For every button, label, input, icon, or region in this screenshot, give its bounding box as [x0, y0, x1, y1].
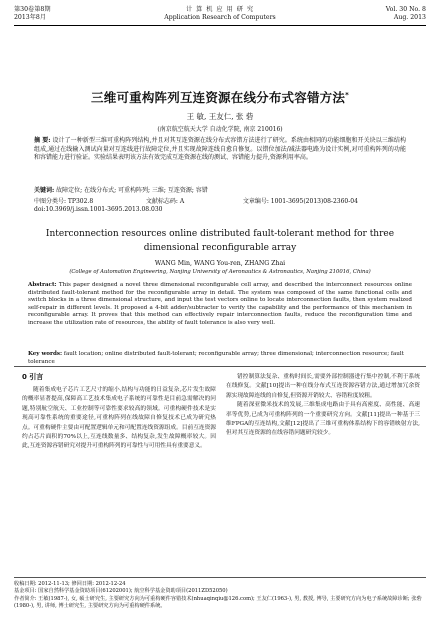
abstract-cn-label: 摘 要: [34, 137, 51, 144]
title-cn [0, 88, 440, 106]
body-column-right [226, 373, 420, 563]
header-center [14, 6, 426, 22]
abstract-en [28, 282, 412, 328]
header-right [386, 6, 426, 22]
abstract-en-label: Abstract: [28, 282, 57, 288]
doi: doi:10.3969/j.issn.1001-3695.2013.08.030 [34, 206, 163, 214]
title-cn-text: 三维可重构阵列互连资源在线分布式容错方法 [91, 90, 346, 105]
header-rule [14, 25, 426, 26]
article-meta [34, 198, 406, 215]
section-heading: 0 引言 [22, 373, 44, 381]
abstract-cn [34, 137, 406, 163]
affiliation-en: (College of Automation Engineering, Nanjing University of Aeronautics & Astronautics, Nanjing 210016, China) [69, 269, 371, 275]
date-en: Aug. 2013 [393, 14, 426, 21]
title-footnote-mark: * [345, 90, 349, 99]
abstract-en-text: This paper designed a novel three dimensional reconfigurable cell array, and described the interconnect resources online distributed fault-tolerant method for the reconfigurable array in detail. The system was composed of the same functional cells and switch blocks in a three dimensional structure, and input the test vectors online to locate interconnection faults, then system realized self-repair in different levels. It proposed a 4-bit adder/subtracter to verify the capability and the performance of this mechanism in reconfigurable array. It proves that this method can effectively repair interconnection faults, reduce the reconfiguration time and increase the utilization rate of resources, the ability of fault tolerance is also very well. [28, 282, 412, 326]
doc-code: 文献标志码: A [145, 198, 185, 205]
footnote-fund: 基金项目: 国家自然科学基金资助项目(61202001); 航空科学基金资助项目(2011ZD52050) [14, 588, 228, 595]
paragraph: 错控制算法复杂、重构时间长,需要外部控制器进行集中控制,不利于系统在线修复。文献[10]提出一种在线分布式互连资源容错方法,通过增加冗余资源实现故障连线的自修复,但资源开销较大、容错粒度较粗。 [226, 374, 420, 399]
paragraph: 随着深亚微米技术的发展,三维集成电路由于具有高密度、高性能、高速率等优势,已成为可重构阵列的一个重要研究方向。文献[11]提出一种基于三维FPGA的互连结构,文献[12]提出了三维可重构体系结构下的容错映射方法,但对其互连资源的在线容错问题研究较少。 [226, 402, 420, 437]
paragraph: 随着集成电子芯片工艺尺寸的缩小,结构与功能的日益复杂,芯片发生故障的概率显著提高,保障高工艺技术集成电子系统的可靠性是目前急需解决的问题,特别航空航天、工业控制等可靠性要求较高的领域。可重构硬件技术是实现高可靠性系统的重要途径,可重构阵列在线故障自修复技术已成为研究热点。可重构硬件主要由可配置逻辑单元和可配置连线资源组成。目前互连资源约占芯片面积的70%以上,互连线数量多、结构复杂,发生故障概率较大。因此,互连资源容错研究对提升可重构阵列的可靠性与可用性具有重要意义。 [22, 387, 216, 450]
authors-en: WANG Min, WANG You-ren, ZHANG Zhai [154, 260, 286, 267]
keywords-cn-text: 故障定位; 在线分布式; 可重构阵列; 三维; 互连资源; 容错 [56, 187, 208, 194]
clc-number: 中图分类号: TP302.8 [34, 198, 94, 205]
volume-en: Vol. 30 No. 8 [385, 6, 426, 13]
abstract-cn-text: 设计了一种新型三维可重构阵列结构,并且对其互连资源在线分布式容错方法进行了研究。系统由相同的功能细胞和开关块以三维结构组成,通过在线输入测试向量对互连线进行故障定位,并且实现故障连线自愈自修复。以错位加法/减法器电路为设计实例,对可重构阵列的功能和容错能力进行验证。实验结果表明该方法有效完成互连资源在线的测试、容错能力提升,资源利用率高。 [34, 137, 406, 162]
section-divider [14, 366, 426, 367]
keywords-en-label: Key words: [28, 351, 63, 357]
affiliation-cn: (南京航空航天大学 自动化学院, 南京 210016) [157, 126, 283, 133]
footnote-received: 收稿日期: 2012-11-13; 修回日期: 2012-12-24 [14, 581, 126, 587]
footnote-bio: 作者简介: 王敏(1987-), 女, 硕士研究生, 主要研究方向为可重构硬件容错技术(nhuaqinqiu@126.com); 王友仁(1963-), 男, 教授, 博导, 主要研究方向为电子系统故障诊断; 张砦(1980-), 男, 讲师, 博士研究生, 主要研究方向为可重构硬件系统。 [14, 595, 422, 610]
date-cn: 2013年8月 [14, 14, 47, 21]
article-number: 文章编号: 1001-3695(2013)08-2360-04 [242, 198, 358, 205]
body-column-left [22, 386, 216, 452]
keywords-cn-label: 关键词: [34, 187, 55, 194]
journal-cn: 计 算 机 应 用 研 究 [185, 6, 255, 13]
keywords-en-text: fault location; online distributed fault-tolerant; reconfigurable array; three dimensional; interconnection resource; fault tolerance [28, 351, 404, 365]
keywords-cn [34, 187, 406, 196]
authors-cn: 王 敏, 王友仁, 张 砦 [186, 112, 254, 121]
running-header [14, 6, 426, 32]
keywords-en [28, 351, 412, 366]
title-en: Interconnection resources online distributed fault-tolerant method for three dimensional reconfigurable array [45, 229, 395, 253]
journal-en: Application Research of Computers [164, 14, 276, 21]
volume-cn: 第30卷第8期 [14, 6, 51, 13]
footnote [14, 577, 426, 611]
